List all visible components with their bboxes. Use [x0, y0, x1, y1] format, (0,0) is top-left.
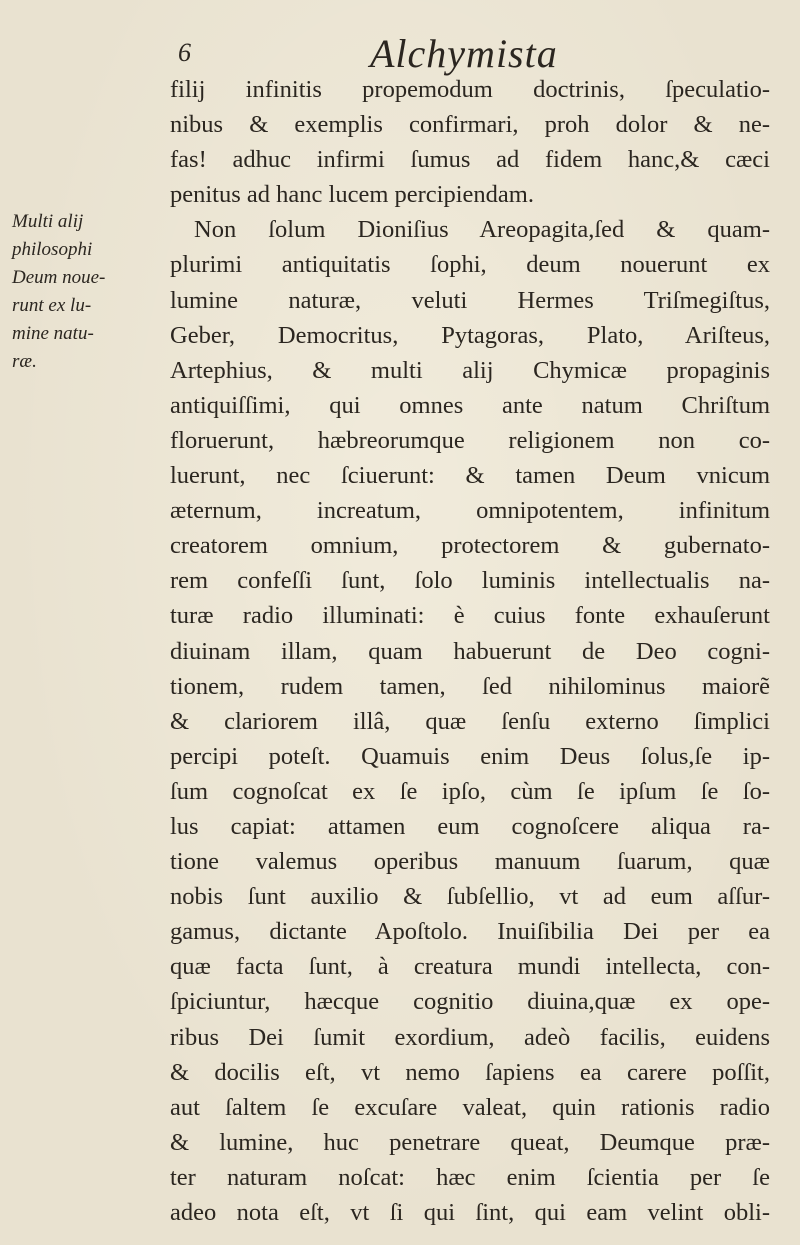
- marginal-note-line: runt ex lu-: [12, 295, 92, 316]
- text-line: plurimi antiquitatis ſophi, deum nouerunt ex: [170, 251, 770, 279]
- text-line: tione valemus operibus manuum ſuarum, quæ: [170, 848, 770, 876]
- text-line: luerunt, nec ſciuerunt: & tamen Deum vnicum: [170, 462, 770, 490]
- text-line: nobis ſunt auxilio & ſubſellio, vt ad eum aſſur-: [170, 883, 770, 911]
- text-line: ribus Dei ſumit exordium, adeò facilis, euidens: [170, 1023, 770, 1051]
- text-line: ſpiciuntur, hæcque cognitio diuina,quæ ex ope-: [170, 988, 770, 1016]
- text-line: fas! adhuc infirmi ſumus ad fidem hanc,& cæci: [170, 146, 770, 174]
- text-line: gamus, dictante Apoſtolo. Inuiſibilia Dei per ea: [170, 918, 770, 946]
- running-head: Alchymista: [370, 31, 558, 76]
- text-line: lumine naturæ, veluti Hermes Triſmegiſtus,: [170, 286, 770, 314]
- text-line: lus capiat: attamen eum cognoſcere aliqua ra-: [170, 812, 770, 840]
- text-line: & docilis eſt, vt nemo ſapiens ea carere poſſit,: [170, 1058, 770, 1086]
- text-line: Geber, Democritus, Pytagoras, Plato, Ariſteus,: [170, 321, 770, 349]
- text-line: æternum, increatum, omnipotentem, infinitum: [170, 497, 770, 525]
- marginal-note-line: mine natu-: [12, 323, 94, 344]
- text-line: & clariorem illâ, quæ ſenſu externo ſimplici: [170, 707, 770, 735]
- body-text: [170, 72, 770, 1230]
- text-line: antiquiſſimi, qui omnes ante natum Chriſtum: [170, 391, 770, 419]
- text-line: nibus & exemplis confirmari, proh dolor & ne-: [170, 111, 770, 139]
- marginal-note-line: Multi alij: [12, 211, 84, 232]
- text-line: Artephius, & multi alij Chymicæ propaginis: [170, 356, 770, 384]
- text-line: diuinam illam, quam habuerunt de Deo cogni-: [170, 637, 770, 665]
- text-line: floruerunt, hæbreorumque religionem non co-: [170, 426, 770, 454]
- text-line: rem confeſſi ſunt, ſolo luminis intellectualis na-: [170, 567, 770, 595]
- marginal-note: [12, 208, 152, 376]
- page-header: [170, 28, 770, 78]
- text-line: Non ſolum Dioniſius Areopagita,ſed & quam-: [194, 216, 770, 244]
- text-line: & lumine, huc penetrare queat, Deumque præ-: [170, 1128, 770, 1156]
- text-line: penitus ad hanc lucem percipiendam.: [170, 181, 534, 209]
- text-line: ter naturam noſcat: hæc enim ſcientia per ſe: [170, 1163, 770, 1191]
- text-line: turæ radio illuminati: è cuius fonte exhauſerunt: [170, 602, 770, 630]
- marginal-note-line: ræ.: [12, 351, 37, 372]
- text-line: creatorem omnium, protectorem & gubernato-: [170, 532, 770, 560]
- text-line: filij infinitis propemodum doctrinis, ſpeculatio-: [170, 76, 770, 103]
- text-line: ſum cognoſcat ex ſe ipſo, cùm ſe ipſum ſe ſo-: [170, 777, 770, 805]
- page-number: 6: [178, 38, 191, 67]
- marginal-note-line: philosophi: [12, 239, 93, 260]
- text-line: aut ſaltem ſe excuſare valeat, quin rationis radio: [170, 1093, 770, 1121]
- text-line: tionem, rudem tamen, ſed nihilominus maiorẽ: [170, 672, 770, 700]
- text-line: quæ facta ſunt, à creatura mundi intellecta, con-: [170, 953, 770, 981]
- text-line: adeo nota eſt, vt ſi qui ſint, qui eam velint obli-: [170, 1199, 770, 1226]
- marginal-note-line: Deum noue-: [12, 267, 106, 288]
- text-line: percipi poteſt. Quamuis enim Deus ſolus,ſe ip-: [170, 742, 770, 770]
